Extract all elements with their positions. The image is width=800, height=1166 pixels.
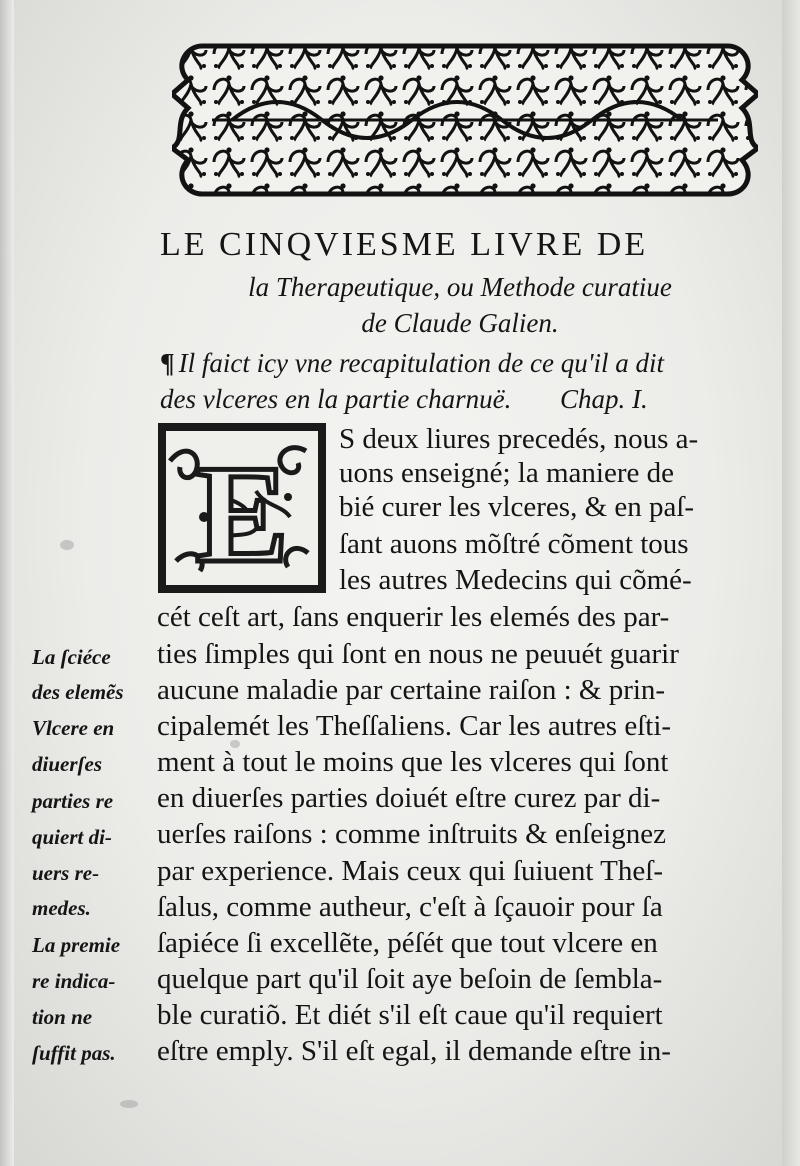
body-line-15: ſapiéce ſi excellẽte, péſét que tout vlcere en (157, 927, 658, 959)
chapter-summary-line-2 (160, 384, 760, 415)
chapter-summary-text-1: Il faict icy vne recapitulation de ce qu'il a dit (178, 348, 664, 378)
margin-note-line-11: tion ne (32, 1005, 93, 1029)
pilcrow-mark: ¶ (160, 348, 175, 378)
chapter-label: Chap. I. (560, 384, 648, 414)
body-line-17: ble curatiõ. Et diét s'il eſt caue qu'il requiert (157, 999, 663, 1031)
margin-note-line-9: La premie (32, 933, 121, 957)
chapter-summary-line-1 (160, 348, 760, 379)
body-line-8: aucune maladie par certaine raiſon : & prin- (157, 674, 666, 706)
margin-note-line-2: des elemẽs (32, 680, 124, 704)
body-line-4: ſant auons mõſtré cõment tous (339, 528, 689, 560)
margin-note-line-5: parties re (32, 789, 114, 813)
page-gutter-shadow (0, 0, 14, 1166)
margin-note-line-1: La ſciéce (32, 645, 111, 669)
book-subtitle-line-2: de Claude Galien. (361, 308, 559, 338)
body-line-1: S deux liures precedés, nous a- (339, 423, 699, 455)
margin-note-line-8: medes. (32, 896, 91, 920)
margin-note-line-3: Vlcere en (32, 716, 115, 740)
chapter-summary-text-2: des vlceres en la partie charnuë. (160, 384, 512, 414)
drop-cap-letter: E (195, 437, 289, 592)
body-line-11: en diuerſes parties doiuét eſtre curez par di- (157, 782, 661, 814)
body-line-10: ment à tout le moins que les vlceres qui ſont (157, 746, 669, 778)
body-line-13: par experience. Mais ceux qui ſuiuent Theſ- (157, 855, 663, 887)
margin-note-line-6: quiert di- (32, 825, 112, 849)
paper-stain (60, 540, 74, 550)
body-line-2: uons enseigné; la maniere de (339, 457, 674, 489)
body-line-9: cipalemét les Theſſaliens. Car les autres eſti- (157, 710, 672, 742)
body-line-12: uerſes raiſons : comme inſtruits & enſeignez (157, 818, 666, 850)
margin-note-line-7: uers re- (32, 861, 100, 885)
body-line-5: les autres Medecins qui cõmé- (339, 564, 692, 596)
paper-stain (230, 740, 240, 748)
margin-note-line-10: re indica- (32, 969, 116, 993)
margin-note-line-12: ſuffit pas. (32, 1041, 116, 1065)
body-line-3: bié curer les vlceres, & en paſ- (339, 491, 695, 523)
book-title-heading: LE CINQVIESME LIVRE DE (160, 226, 649, 263)
body-line-7: ties ſimples qui ſont en nous ne peuuét guarir (157, 638, 679, 670)
body-line-18: eſtre emply. S'il eſt egal, il demande eſtre in- (157, 1035, 671, 1067)
drop-cap-initial (156, 421, 328, 595)
body-line-14: ſalus, comme autheur, c'eſt à ſçauoir pour ſa (157, 891, 663, 923)
book-subtitle-line-1: la Therapeutique, ou Methode curatiue (248, 272, 672, 302)
body-line-6: cét ceſt art, ſans enquerir les elemés des par- (157, 601, 670, 633)
ornamental-headpiece (172, 36, 758, 204)
body-line-16: quelque part qu'il ſoit aye beſoin de ſembla- (157, 963, 663, 995)
page-edge (782, 0, 800, 1166)
margin-note-line-4: diuerſes (32, 752, 102, 776)
paper-stain (120, 1100, 138, 1108)
